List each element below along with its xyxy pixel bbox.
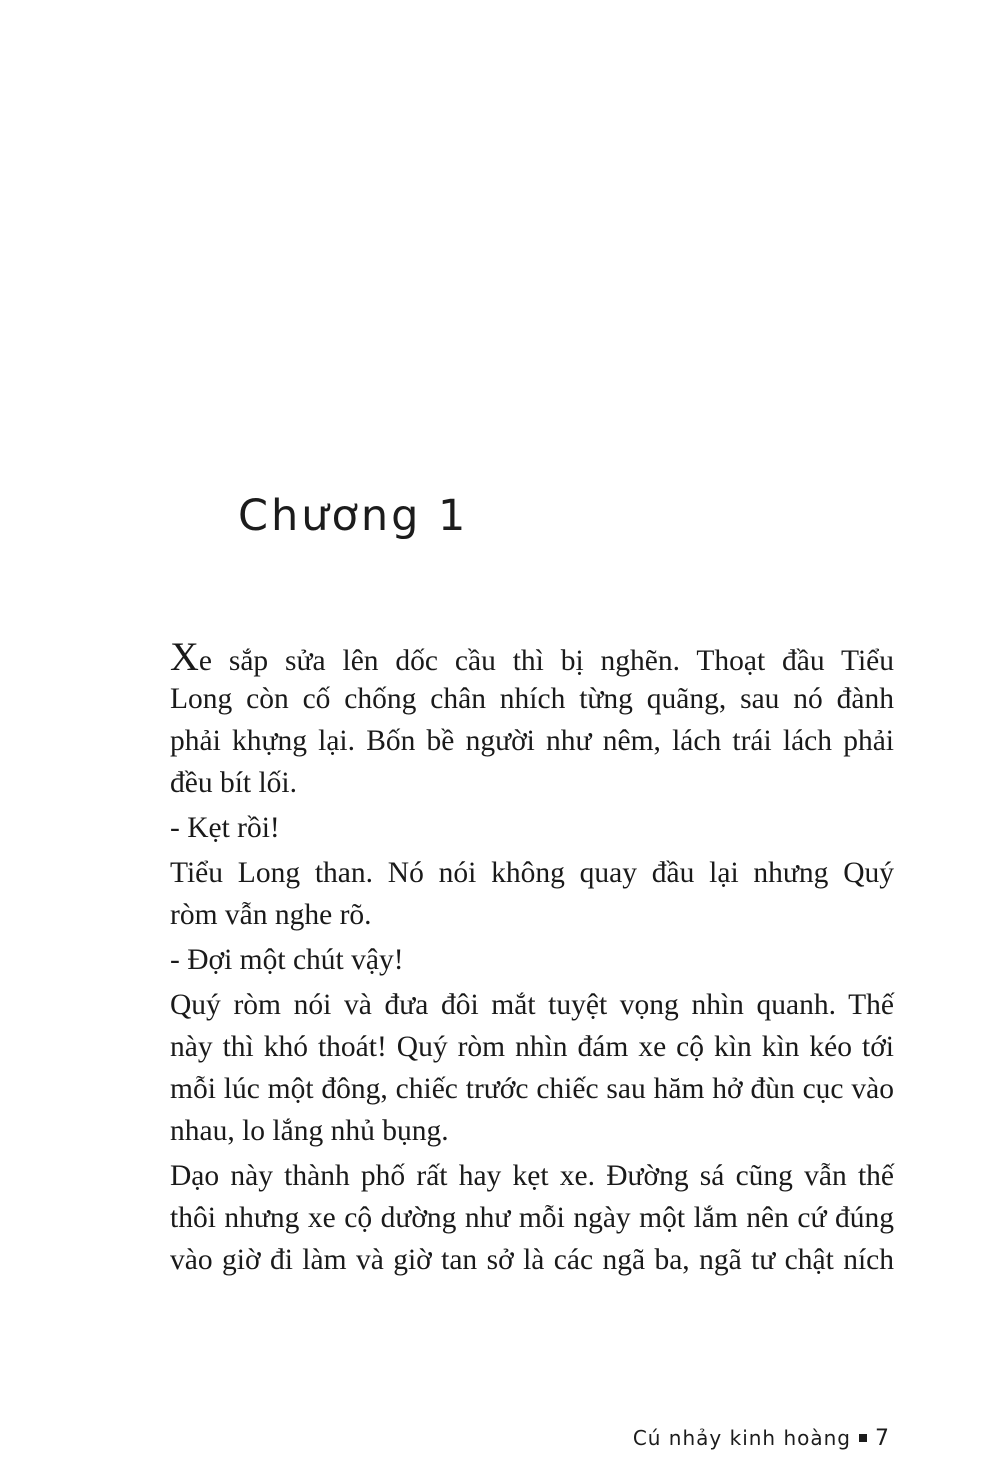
text-line: phải khựng lại. Bốn bề người như nêm, lách trái lách phải [170, 725, 894, 757]
paragraph [170, 636, 894, 804]
text-line: đều bít lối. [170, 767, 298, 799]
paragraph [170, 939, 894, 981]
paragraph [170, 1155, 894, 1281]
chapter-title: Chương 1 [238, 490, 469, 541]
body-text [170, 636, 894, 1284]
page-number: 7 [875, 1426, 890, 1451]
text-line: này thì khó thoát! Quý ròm nhìn đám xe cộ kìn kìn kéo tới [170, 1031, 894, 1063]
text-line: nhau, lo lắng nhủ bụng. [170, 1115, 449, 1147]
text-line: mỗi lúc một đông, chiếc trước chiếc sau hăm hở đùn cục vào [170, 1073, 894, 1105]
drop-cap: X [170, 634, 199, 679]
paragraph [170, 984, 894, 1152]
text-line: Long còn cố chống chân nhích từng quãng, sau nó đành [170, 683, 894, 715]
text-line: vào giờ đi làm và giờ tan sở là các ngã ba, ngã tư chật ních [170, 1244, 894, 1276]
paragraph [170, 852, 894, 936]
paragraph [170, 807, 894, 849]
text-line: - Kẹt rồi! [170, 812, 280, 844]
text-line: thôi nhưng xe cộ dường như mỗi ngày một lắm nên cứ đúng [170, 1202, 894, 1234]
page-footer [633, 1426, 890, 1451]
line-text: e sắp sửa lên dốc cầu thì bị nghẽn. Thoạt đầu Tiểu [198, 645, 894, 677]
text-line: Tiểu Long than. Nó nói không quay đầu lại nhưng Quý [170, 857, 894, 889]
text-line: ròm vẫn nghe rõ. [170, 899, 372, 931]
running-title: Cú nhảy kinh hoàng [632, 1426, 851, 1450]
text-line [170, 636, 894, 678]
text-line: Quý ròm nói và đưa đôi mắt tuyệt vọng nhìn quanh. Thế [170, 989, 894, 1021]
text-line: - Đợi một chút vậy! [170, 944, 404, 976]
text-line: Dạo này thành phố rất hay kẹt xe. Đường sá cũng vẫn thế [170, 1160, 894, 1192]
square-bullet-icon [859, 1434, 867, 1442]
